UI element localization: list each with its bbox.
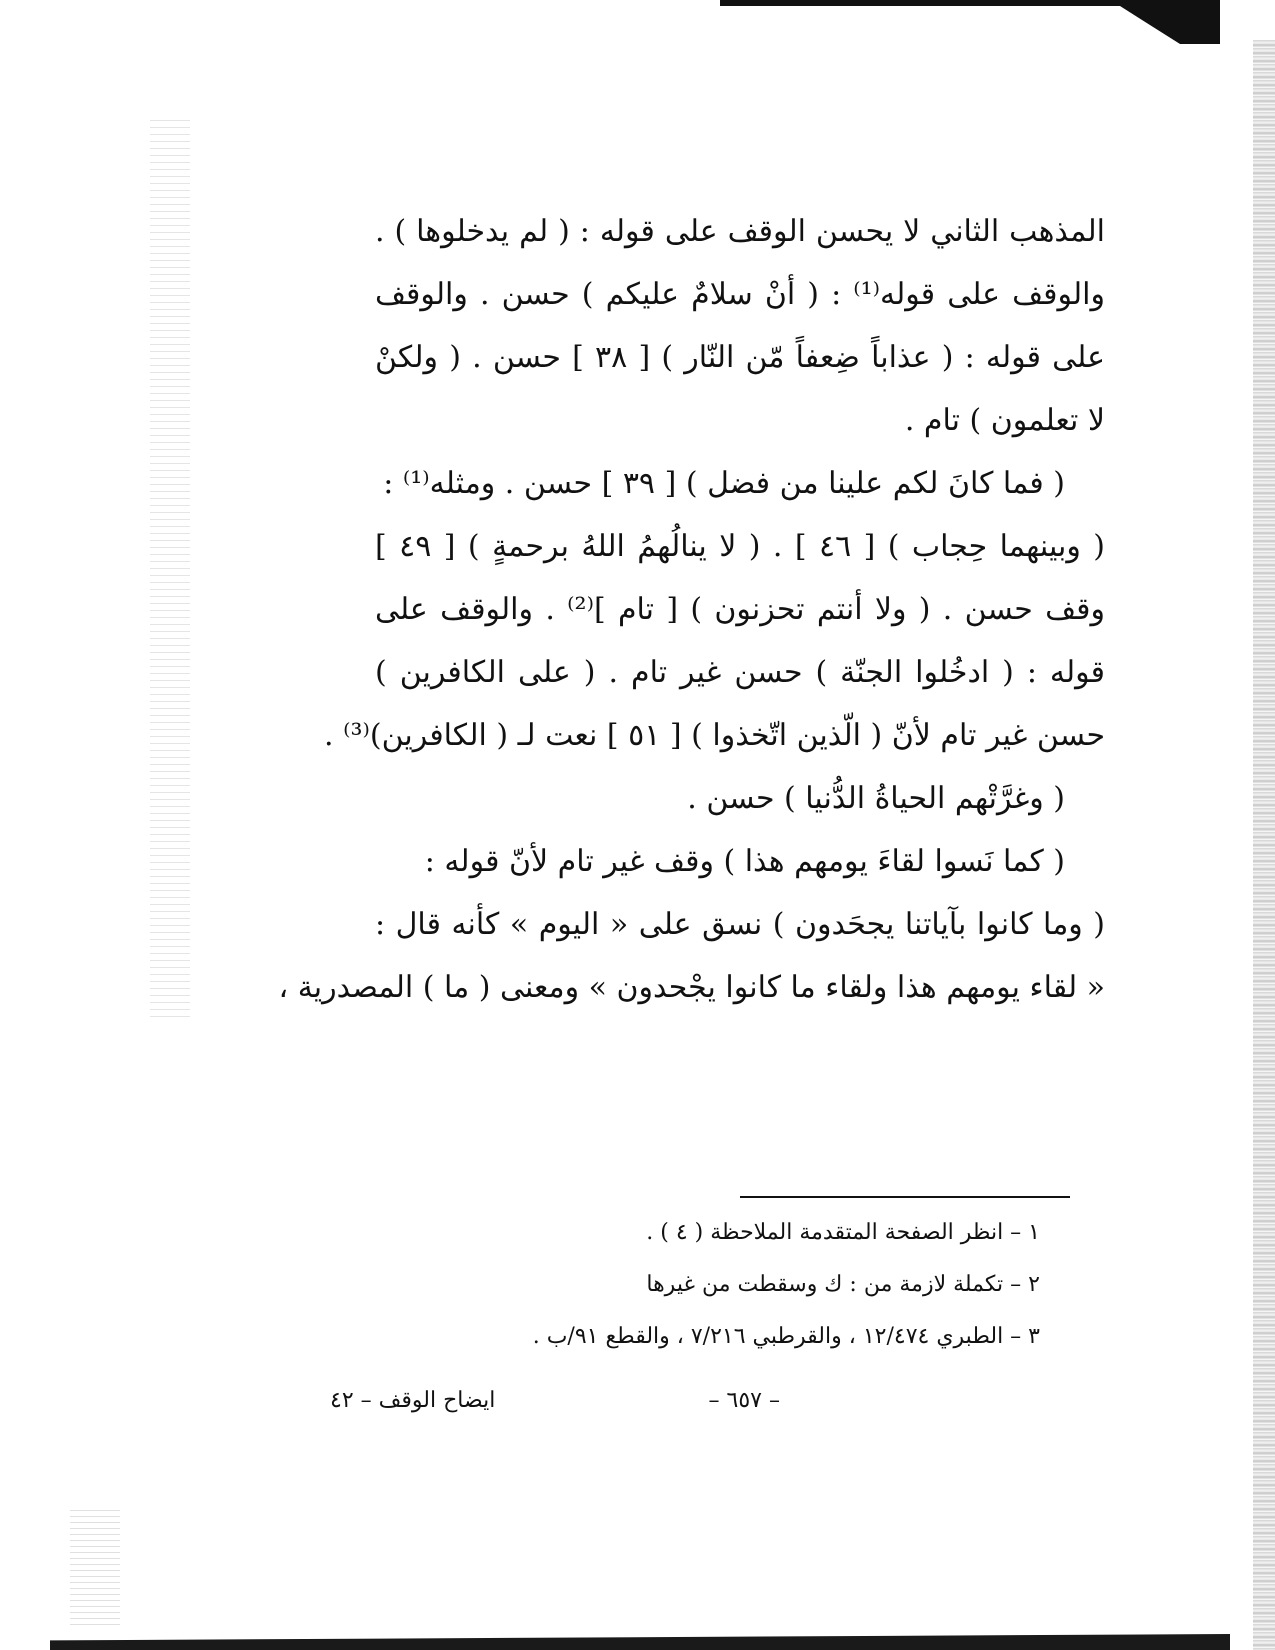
text-line: ( فما كانَ لكم علينا من فضل ) [ ٣٩ ] حسن . ومثله⁽¹⁾ : — [383, 466, 1065, 501]
scan-margin-noise — [70, 1510, 120, 1630]
footnote-divider — [740, 1196, 1070, 1198]
footnote-item: ٣ – الطبري ١٢/٤٧٤ ، والقرطبي ٧/٢١٦ ، والقطع ٩١/ب . — [532, 1324, 1040, 1349]
scan-margin-noise — [150, 120, 190, 1020]
main-text — [278, 212, 1106, 1031]
text-line: والوقف على قوله⁽¹⁾ : ( أنْ سلامٌ عليكم ) حسن . والوقف — [375, 277, 1105, 312]
text-line: ( وغرَّتْهم الحياةُ الدُّنيا ) حسن . — [687, 781, 1065, 816]
scan-bottom-edge — [50, 1634, 1230, 1650]
text-line: « لقاء يومهم هذا ولقاء ما كانوا يجْحدون » ومعنى ( ما ) المصدرية ، — [278, 970, 1105, 1005]
footnote-item: ٢ – تكملة لازمة من : ك وسقطت من غيرها — [646, 1272, 1040, 1297]
scan-right-edge — [1253, 40, 1275, 1650]
text-line: على قوله : ( عذاباً ضِعفاً مّن النّار ) [ ٣٨ ] حسن . ( ولكنْ — [375, 340, 1105, 375]
printer-signature: ايضاح الوقف – ٤٢ — [330, 1388, 496, 1413]
text-line: حسن غير تام لأنّ ( الّذين اتّخذوا ) [ ٥١ ] نعت لـ ( الكافرين)⁽³⁾ . — [324, 718, 1105, 753]
page-footer — [330, 1388, 780, 1422]
text-line: وقف حسن . ( ولا أنتم تحزنون ) [ تام ]⁽²⁾ . والوقف على — [375, 592, 1105, 627]
text-line: ( كما نَسوا لقاءَ يومهم هذا ) وقف غير تام لأنّ قوله : — [424, 844, 1065, 879]
text-line: ( وبينهما حِجاب ) [ ٤٦ ] . ( لا ينالُهمُ اللهُ برحمةٍ ) [ ٤٩ ] — [375, 529, 1106, 564]
text-line: المذهب الثاني لا يحسن الوقف على قوله : ( لم يدخلوها ) . — [375, 214, 1105, 249]
text-line: قوله : ( ادخُلوا الجنّة ) حسن غير تام . ( على الكافرين ) — [375, 655, 1105, 690]
text-line: لا تعلمون ) تام . — [904, 403, 1105, 438]
scan-top-edge — [720, 0, 1220, 48]
footnotes — [440, 1218, 1040, 1374]
page-number: – ٦٥٧ – — [708, 1388, 780, 1413]
text-line: ( وما كانوا بآياتنا يجحَدون ) نسق على « اليوم » كأنه قال : — [375, 907, 1105, 942]
footnote-item: ١ – انظر الصفحة المتقدمة الملاحظة ( ٤ ) . — [646, 1220, 1040, 1245]
